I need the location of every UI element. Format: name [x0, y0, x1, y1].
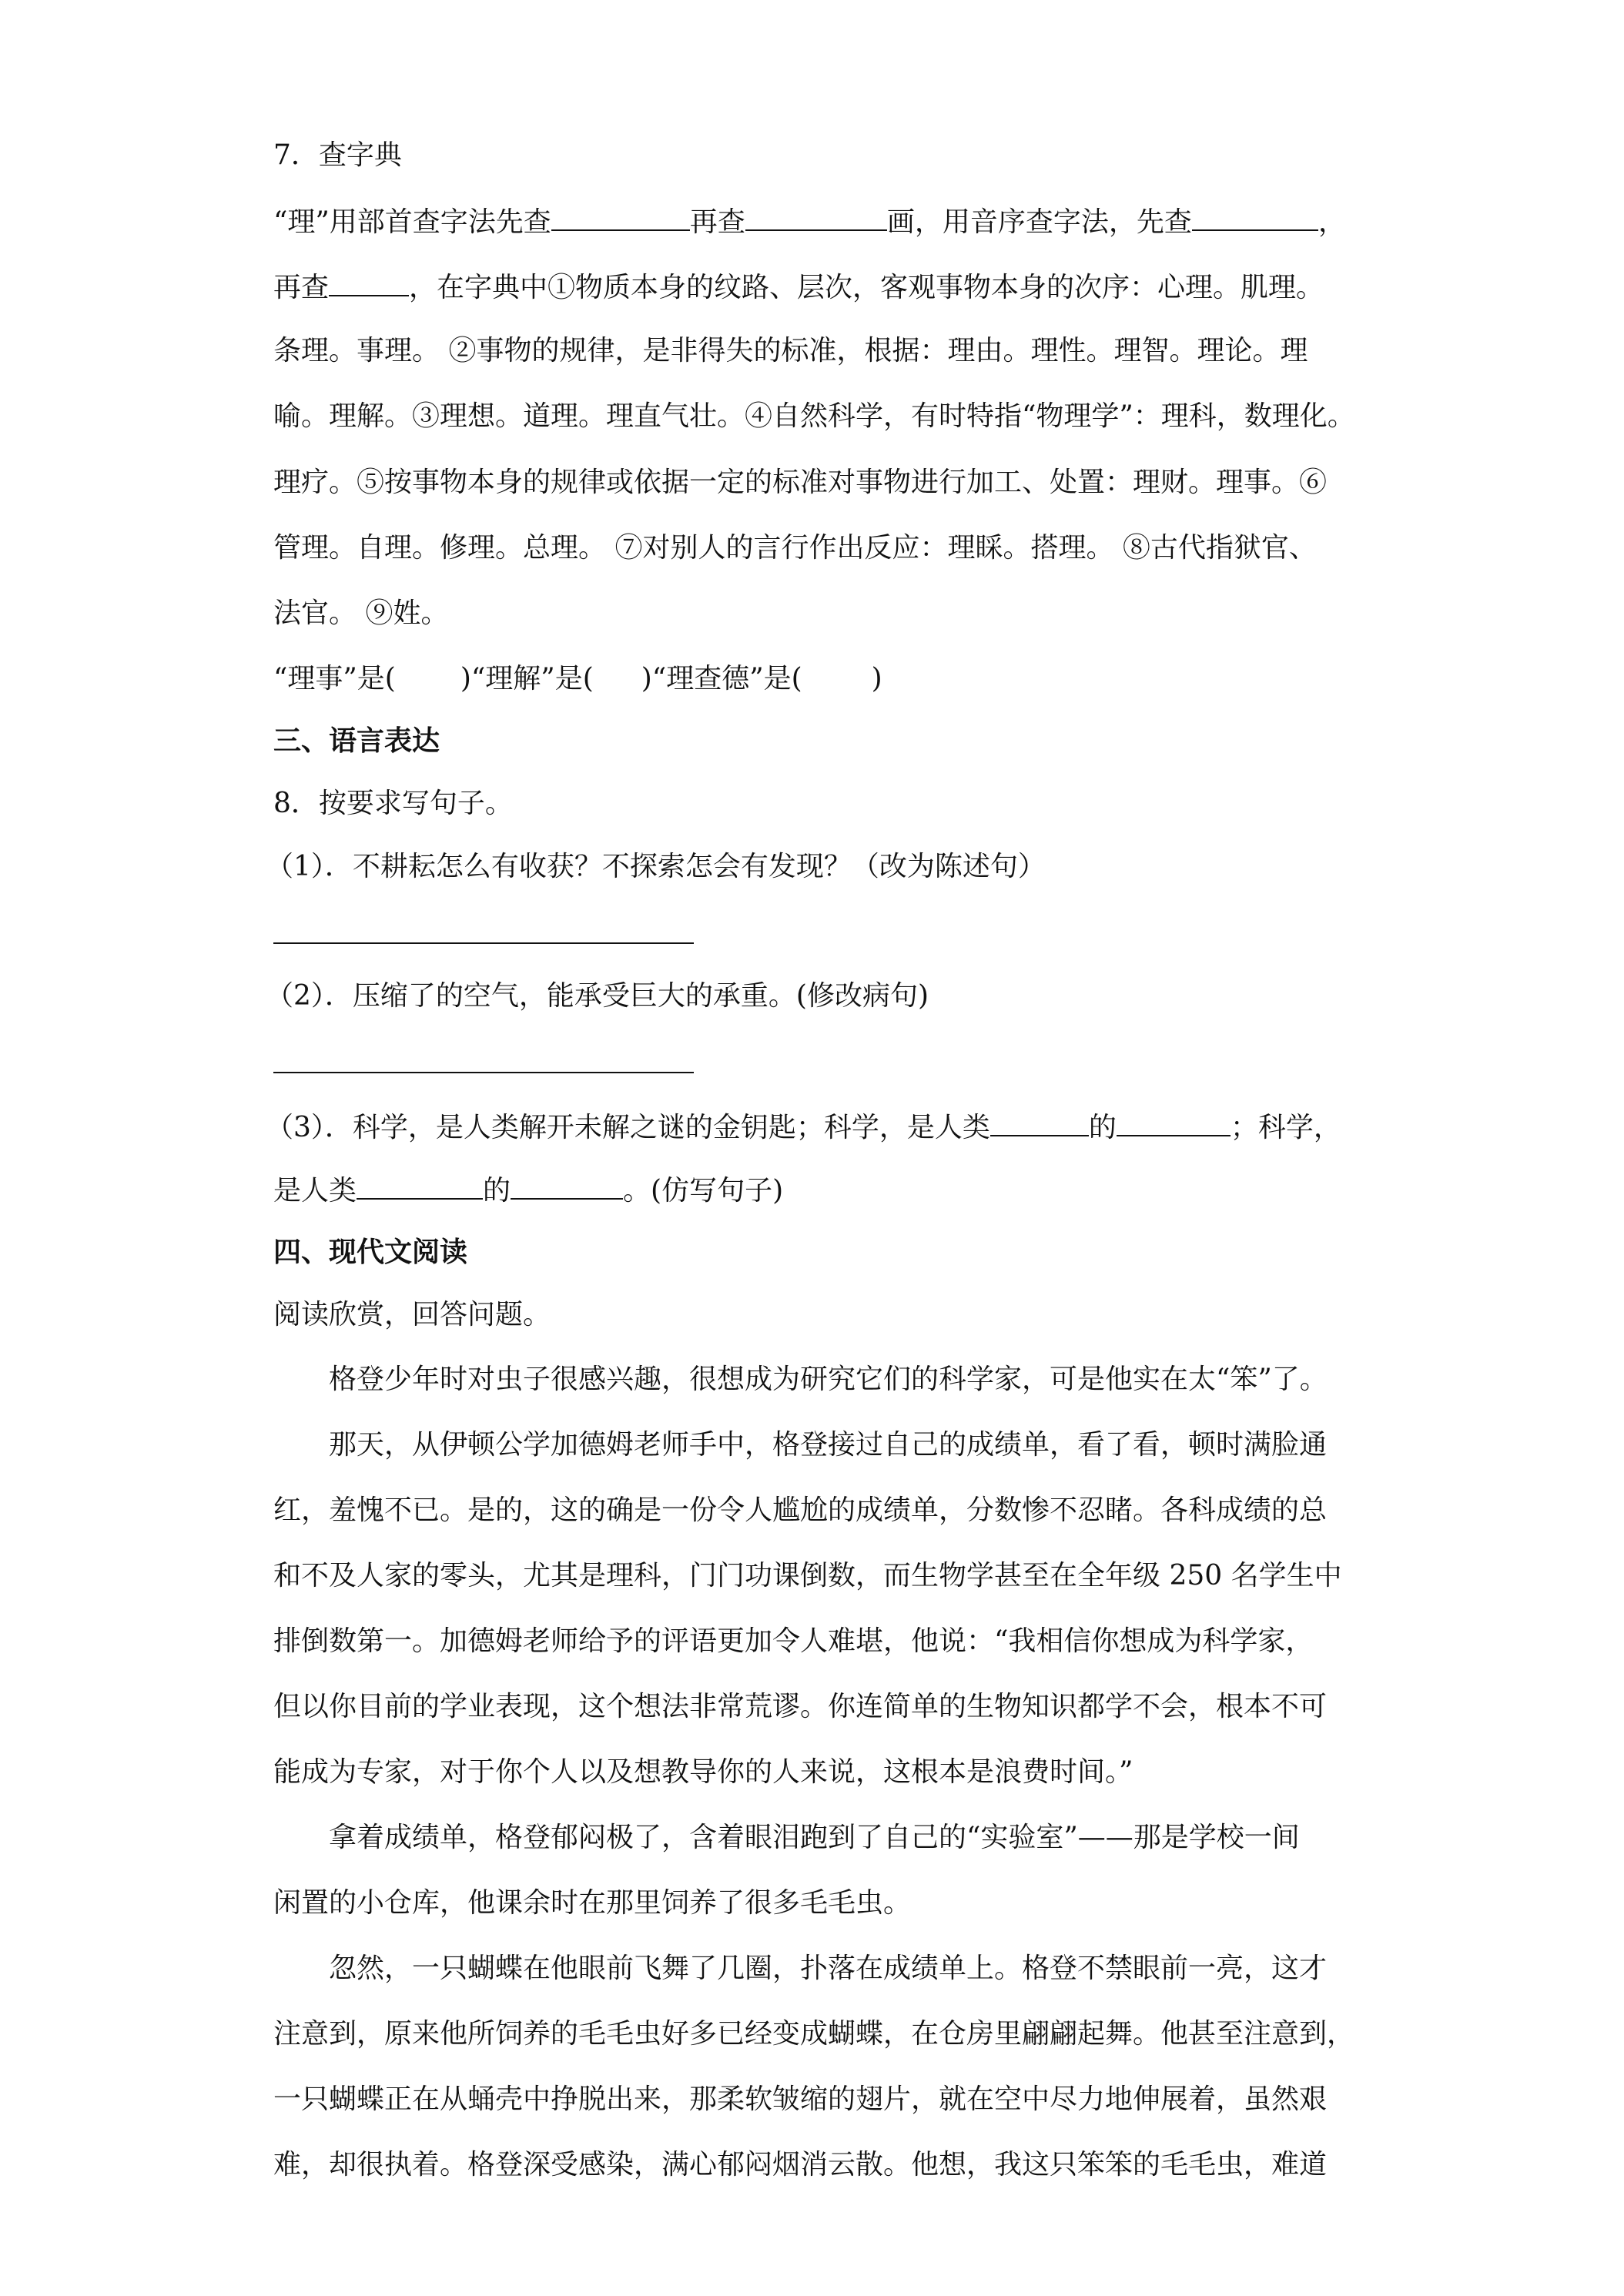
question-7-line-6: 管理。自理。修理。总理。 ⑦对别人的言行作出反应：理睬。搭理。 ⑧古代指狱官、: [273, 532, 1317, 564]
text-segment: 是人类: [273, 1175, 357, 1207]
reading-paragraph-1: 格登少年时对虫子很感兴趣，很想成为研究它们的科学家，可是他实在太“笨”了。: [329, 1364, 1328, 1395]
reading-paragraph-2-line-4: 排倒数第一。加德姆老师给予的评语更加令人难堪，他说：“我相信你想成为科学家，: [273, 1625, 1314, 1657]
question-8-item-2: （2）．压缩了的空气，能承受巨大的承重。(修改病句): [266, 980, 929, 1012]
fill-blank[interactable]: [551, 203, 690, 231]
text-segment: )“理查德”是(: [641, 663, 802, 694]
fill-blank[interactable]: [745, 203, 887, 231]
question-7-line-7: 法官。 ⑨姓。: [273, 597, 449, 629]
fill-blank[interactable]: [990, 1109, 1089, 1136]
reading-paragraph-2-line-1: 那天，从伊顿公学加德姆老师手中，格登接过自己的成绩单，看了看，顿时满脸通: [329, 1429, 1328, 1461]
text-segment: 再查: [273, 272, 330, 303]
text-segment: （3）．科学，是人类解开未解之谜的金钥匙；科学，是人类: [266, 1112, 990, 1143]
reading-paragraph-4-line-1: 忽然，一只蝴蝶在他眼前飞舞了几圈，扑落在成绩单上。格登不禁眼前一亮，这才: [329, 1953, 1328, 1984]
text-segment: ；科学，: [1230, 1112, 1341, 1143]
reading-paragraph-3-line-1: 拿着成绩单，格登郁闷极了，含着眼泪跑到了自己的“实验室”——那是学校一间: [329, 1822, 1300, 1853]
fill-blank[interactable]: [511, 1172, 623, 1200]
reading-paragraph-4-line-3: 一只蝴蝶正在从蛹壳中挣脱出来，那柔软皱缩的翅片，就在空中尽力地伸展着，虽然艰: [273, 2083, 1328, 2115]
reading-paragraph-4-line-2: 注意到，原来他所饲养的毛毛虫好多已经变成蝴蝶，在仓房里翩翩起舞。他甚至注意到，: [273, 2018, 1355, 2050]
question-7-prompt: [273, 662, 1359, 696]
question-7-line-5: 理疗。⑤按事物本身的规律或依据一定的标准对事物进行加工、处置：理财。理事。⑥: [273, 467, 1328, 498]
answer-line-2[interactable]: [273, 1072, 694, 1073]
text-segment: 的: [1088, 1112, 1117, 1143]
text-segment: )“理解”是(: [460, 663, 594, 694]
question-7-line-3: 条理。事理。 ②事物的规律，是非得失的标准，根据：理由。理性。理智。理论。理: [273, 335, 1308, 366]
fill-blank[interactable]: [329, 269, 409, 296]
text-segment: ，在字典中①物质本身的纹路、层次，客观事物本身的次序：心理。肌理。: [409, 272, 1324, 303]
reading-paragraph-2-line-5: 但以你目前的学业表现，这个想法非常荒谬。你连简单的生物知识都学不会，根本不可: [273, 1691, 1328, 1722]
text-segment: 。(仿写句子): [623, 1175, 784, 1207]
fill-blank[interactable]: [357, 1172, 483, 1200]
text-segment: 再查: [689, 206, 745, 238]
question-7-line-4: 喻。理解。③理想。道理。理直气壮。④自然科学，有时特指“物理学”：理科，数理化。: [273, 400, 1355, 432]
answer-line-1[interactable]: [273, 942, 694, 944]
reading-paragraph-2-line-6: 能成为专家，对于你个人以及想教导你的人来说，这根本是浪费时间。”: [273, 1756, 1133, 1788]
section-heading-4: 四、现代文阅读: [273, 1236, 468, 1268]
reading-paragraph-2-line-3: 和不及人家的零头，尤其是理科，门门功课倒数，而生物学甚至在全年级 250 名学生中: [273, 1560, 1342, 1591]
text-segment: ): [871, 663, 882, 694]
question-7-line-1: [273, 203, 1359, 239]
text-segment: 画，用音序查字法，先查: [886, 206, 1192, 238]
reading-paragraph-2-line-2: 红，羞愧不已。是的，这的确是一份令人尴尬的成绩单，分数惨不忍睹。各科成绩的总: [273, 1494, 1328, 1526]
fill-blank[interactable]: [1192, 203, 1318, 231]
question-7-line-2: [273, 269, 1359, 305]
section-heading-3: 三、语言表达: [273, 725, 440, 757]
reading-paragraph-3-line-2: 闲置的小仓库，他课余时在那里饲养了很多毛毛虫。: [273, 1887, 912, 1919]
question-8-title: 8．按要求写句子。: [273, 788, 513, 819]
text-segment: ，: [1318, 206, 1346, 238]
question-7-title: 7．查字典: [273, 139, 402, 171]
text-segment: 的: [483, 1175, 511, 1207]
question-8-item-1: （1）．不耕耘怎么有收获？不探索怎会有发现？（改为陈述句）: [266, 851, 1046, 882]
question-8-item-3-line-1: [266, 1109, 1351, 1145]
reading-prompt: 阅读欣赏，回答问题。: [273, 1299, 551, 1330]
fill-blank[interactable]: [1117, 1109, 1231, 1136]
question-8-item-3-line-2: [273, 1172, 1359, 1208]
reading-paragraph-4-line-4: 难，却很执着。格登深受感染，满心郁闷烟消云散。他想，我这只笨笨的毛毛虫，难道: [273, 2149, 1328, 2181]
text-segment: “理事”是(: [273, 663, 396, 694]
text-segment: “理”用部首查字法先查: [273, 206, 551, 238]
